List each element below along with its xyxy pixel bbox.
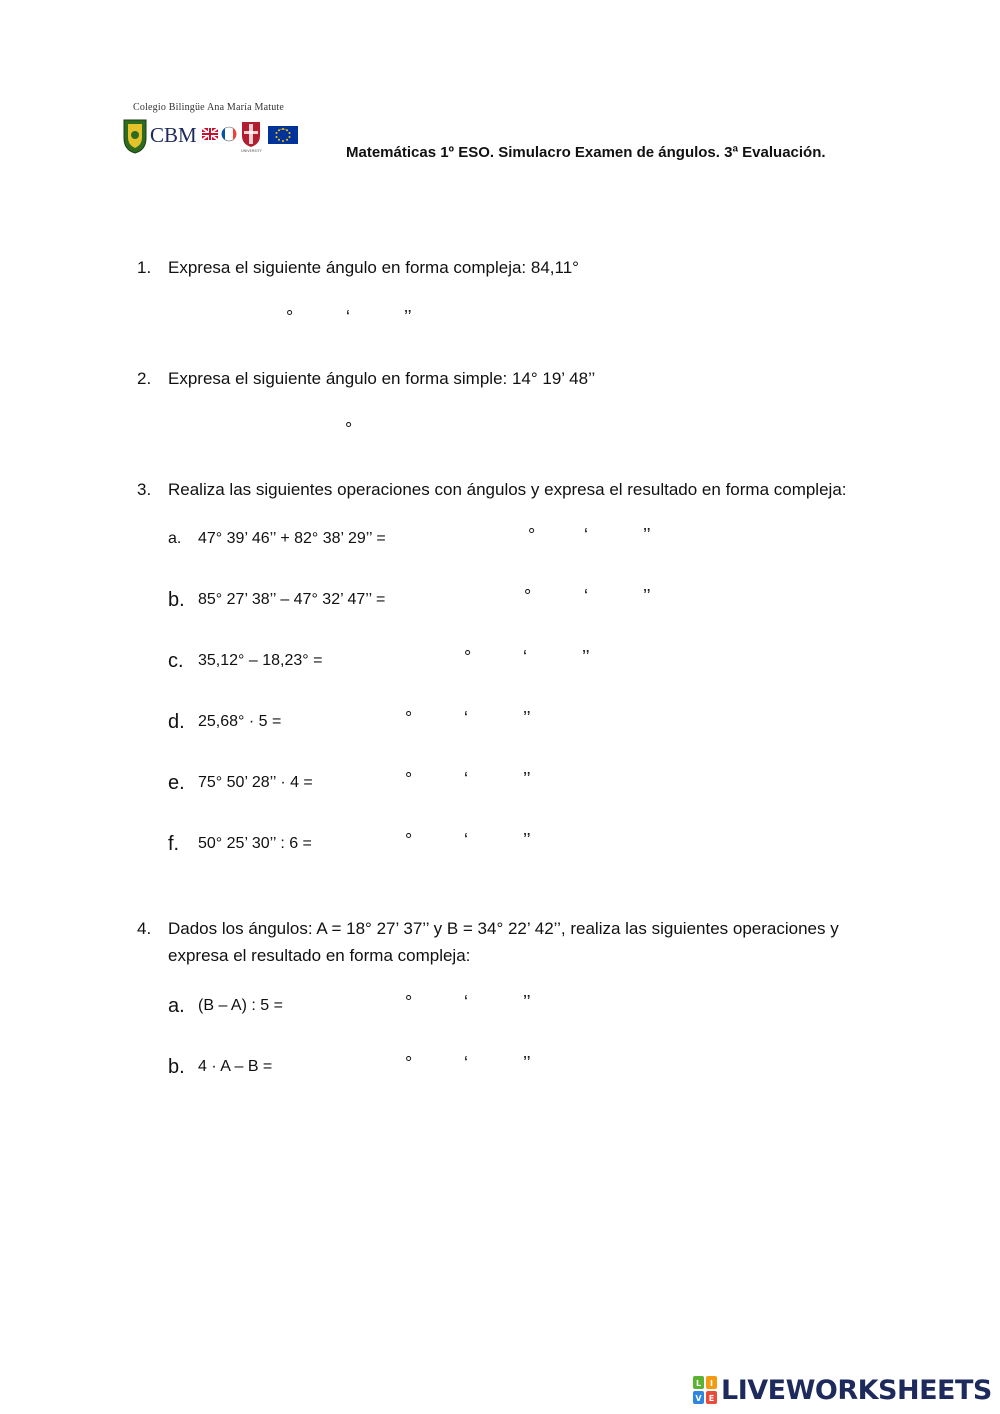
degree-mark: ° bbox=[464, 647, 472, 667]
minute-mark: ‘ bbox=[464, 992, 468, 1012]
degree-mark: ° bbox=[345, 419, 353, 439]
item-expression: 50° 25’ 30’’ : 6 = bbox=[198, 835, 312, 852]
item-expression: 47° 39’ 46’’ + 82° 38’ 29’’ = bbox=[198, 530, 386, 547]
item-expression: 25,68° · 5 = bbox=[198, 713, 282, 730]
school-name: Colegio Bilingüe Ana María Matute bbox=[133, 102, 285, 113]
minute-mark: ‘ bbox=[464, 708, 468, 728]
item-letter: d. bbox=[168, 711, 185, 733]
minute-mark: ‘ bbox=[523, 647, 527, 667]
minute-mark: ‘ bbox=[584, 586, 588, 606]
minute-mark: ‘ bbox=[464, 830, 468, 850]
degree-mark: ° bbox=[405, 708, 413, 728]
france-flag-icon bbox=[222, 127, 237, 141]
question-text: Realiza las siguientes operaciones con ángulos y expresa el resultado en forma compleja: bbox=[168, 480, 847, 499]
item-letter: c. bbox=[168, 650, 184, 672]
item-letter: a. bbox=[168, 530, 182, 547]
second-mark: ’’ bbox=[404, 307, 412, 327]
badge-letter: E bbox=[708, 1394, 715, 1403]
school-logos bbox=[122, 118, 302, 154]
question-text-line-1: Dados los ángulos: A = 18° 27’ 37’’ y B = 34° 22’ 42’’, realiza las siguientes operaciones y bbox=[168, 919, 839, 938]
liveworksheets-brand[interactable] bbox=[693, 1372, 992, 1408]
second-mark: ’’ bbox=[523, 992, 531, 1012]
question-text: Expresa el siguiente ángulo en forma compleja: 84,11° bbox=[168, 258, 579, 277]
question-text-line-2: expresa el resultado en forma compleja: bbox=[168, 946, 471, 965]
second-mark: ’’ bbox=[523, 769, 531, 789]
uk-spain-flag-icon bbox=[202, 128, 218, 140]
item-letter: e. bbox=[168, 772, 185, 794]
second-mark: ’’ bbox=[523, 830, 531, 850]
item-letter: f. bbox=[168, 833, 180, 855]
item-expression: 4 · A – B = bbox=[198, 1058, 273, 1075]
degree-mark: ° bbox=[286, 307, 294, 327]
cambridge-shield-icon bbox=[241, 122, 263, 153]
second-mark: ’’ bbox=[643, 586, 651, 606]
badge-letter: I bbox=[710, 1379, 713, 1388]
cbm-logo-text: CBM bbox=[150, 123, 197, 147]
second-mark: ’’ bbox=[523, 708, 531, 728]
minute-mark: ‘ bbox=[584, 525, 588, 545]
badge-letter: V bbox=[695, 1394, 702, 1403]
degree-mark: ° bbox=[405, 992, 413, 1012]
item-letter: a. bbox=[168, 995, 185, 1017]
badge-letter: L bbox=[695, 1379, 702, 1388]
question-number: 1. bbox=[137, 258, 152, 277]
school-shield-icon bbox=[124, 120, 146, 153]
degree-mark: ° bbox=[528, 525, 536, 545]
minute-mark: ‘ bbox=[346, 307, 350, 327]
eu-flag-icon bbox=[268, 126, 298, 144]
minute-mark: ‘ bbox=[464, 769, 468, 789]
item-letter: b. bbox=[168, 589, 185, 611]
minute-mark: ‘ bbox=[464, 1053, 468, 1073]
page-title: Matemáticas 1º ESO. Simulacro Examen de ángulos. 3ª Evaluación. bbox=[346, 144, 826, 161]
svg-text:UNIVERSITY: UNIVERSITY bbox=[241, 149, 262, 153]
item-expression: 75° 50’ 28’’ · 4 = bbox=[198, 774, 313, 791]
liveworksheets-logo-icon bbox=[693, 1376, 717, 1404]
item-expression: 35,12° – 18,23° = bbox=[198, 652, 323, 669]
item-expression: (B – A) : 5 = bbox=[198, 997, 283, 1014]
question-number: 2. bbox=[137, 369, 152, 388]
question-number: 4. bbox=[137, 919, 152, 938]
item-letter: b. bbox=[168, 1056, 185, 1078]
degree-mark: ° bbox=[405, 1053, 413, 1073]
second-mark: ’’ bbox=[523, 1053, 531, 1073]
liveworksheets-wordmark: LIVEWORKSHEETS bbox=[721, 1374, 992, 1406]
question-number: 3. bbox=[137, 480, 152, 499]
degree-mark: ° bbox=[405, 830, 413, 850]
second-mark: ’’ bbox=[582, 647, 590, 667]
item-expression: 85° 27’ 38’’ – 47° 32’ 47’’ = bbox=[198, 591, 386, 608]
second-mark: ’’ bbox=[643, 525, 651, 545]
degree-mark: ° bbox=[524, 586, 532, 606]
degree-mark: ° bbox=[405, 769, 413, 789]
question-text: Expresa el siguiente ángulo en forma simple: 14° 19’ 48’’ bbox=[168, 369, 596, 388]
